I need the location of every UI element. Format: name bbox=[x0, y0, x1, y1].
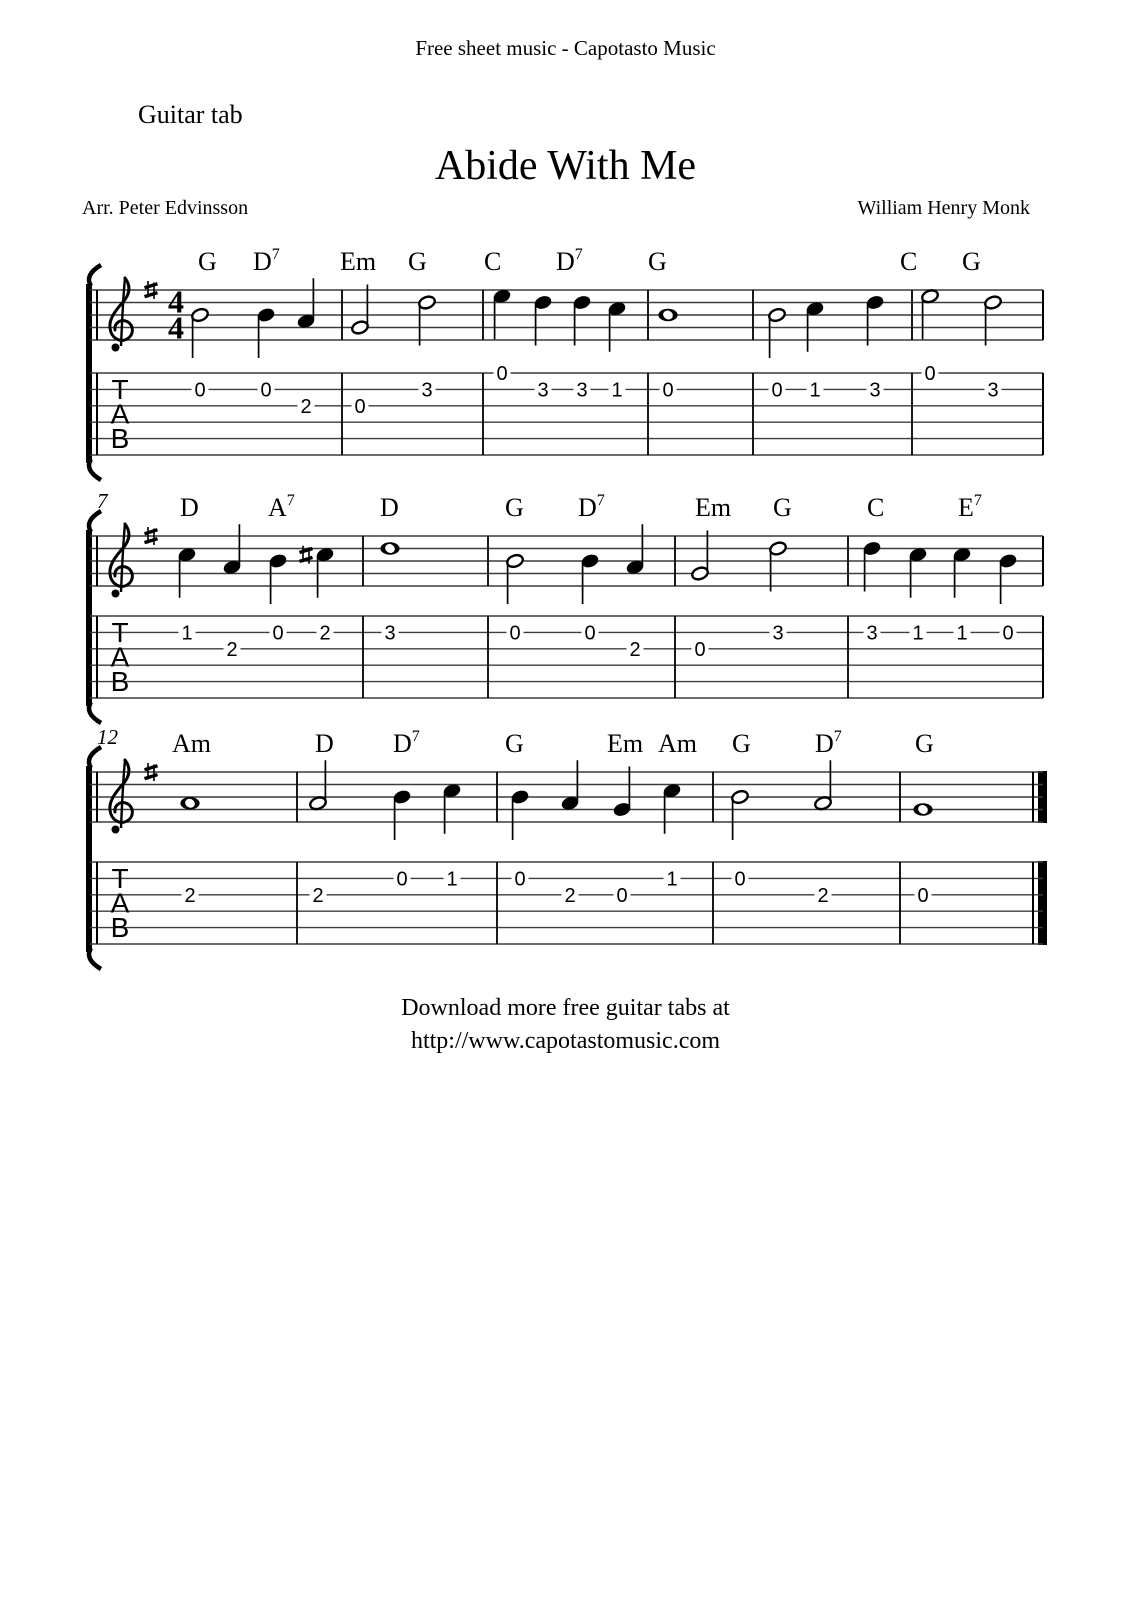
chord-label: $D^7$ bbox=[393, 728, 420, 758]
chord-label: $E^7$ bbox=[958, 492, 982, 522]
tab-fret-number: 3 bbox=[421, 379, 433, 402]
note bbox=[309, 760, 328, 904]
chord-label: $D^7$ bbox=[578, 492, 605, 522]
tab-fret-number: 0 bbox=[616, 884, 628, 907]
tab-fret-number: 1 bbox=[181, 622, 193, 645]
tab-fret-number: 0 bbox=[694, 638, 706, 661]
chord-label: G bbox=[773, 493, 792, 522]
tab-fret-number: 2 bbox=[312, 884, 324, 907]
tab-fret-number: 1 bbox=[611, 379, 623, 402]
tab-fret-number: 0 bbox=[1002, 622, 1014, 645]
system-bracket bbox=[86, 766, 92, 952]
chord-label: Am bbox=[172, 729, 211, 758]
chord-label: G bbox=[648, 247, 667, 276]
page-title: Abide With Me bbox=[434, 143, 697, 189]
chord-label: G bbox=[505, 493, 524, 522]
chord-label: G bbox=[915, 729, 934, 758]
clef-dot bbox=[112, 590, 120, 598]
tab-fret-number: 0 bbox=[514, 868, 526, 891]
footer-line-1: Download more free guitar tabs at bbox=[401, 995, 730, 1021]
tab-fret-number: 0 bbox=[734, 868, 746, 891]
time-signature-top: 4 bbox=[168, 283, 184, 320]
tab-letter: B bbox=[110, 423, 130, 454]
bracket-hook-top bbox=[89, 265, 101, 286]
tab-fret-number: 0 bbox=[662, 379, 674, 402]
tab-fret-number: 0 bbox=[496, 363, 508, 385]
music-system-3 bbox=[86, 747, 1047, 969]
tab-fret-number: 0 bbox=[917, 884, 929, 907]
tab-letter: A bbox=[110, 887, 130, 919]
tab-fret-number: 0 bbox=[260, 379, 272, 402]
bracket-hook-bottom bbox=[89, 702, 101, 723]
tab-fret-number: 0 bbox=[509, 622, 521, 645]
tab-fret-number: 1 bbox=[956, 622, 968, 645]
tab-fret-number: 3 bbox=[869, 379, 881, 402]
tab-fret-number: 2 bbox=[564, 884, 576, 907]
chord-label: D bbox=[380, 493, 399, 522]
chord-label: $A^7$ bbox=[268, 492, 295, 522]
tab-fret-number: 2 bbox=[817, 884, 829, 907]
tab-letter: B bbox=[110, 912, 130, 943]
tab-fret-number: 2 bbox=[226, 638, 238, 661]
tab-fret-number: 0 bbox=[924, 363, 936, 385]
chord-label: Em bbox=[607, 729, 644, 758]
chord-label: G bbox=[505, 729, 524, 758]
note bbox=[223, 524, 242, 658]
clef-dot bbox=[112, 826, 120, 834]
doc-type-label: Guitar tab bbox=[138, 100, 243, 129]
arranger-credit: Arr. Peter Edvinsson bbox=[82, 197, 249, 219]
tab-fret-number: 3 bbox=[384, 622, 396, 645]
tab-letter: T bbox=[111, 617, 129, 648]
tab-fret-number: 3 bbox=[772, 622, 784, 645]
clef-stem bbox=[121, 760, 125, 828]
chord-label: D bbox=[180, 493, 199, 522]
note bbox=[613, 767, 632, 904]
measure-number: 12 bbox=[97, 725, 118, 749]
tab-fret-number: 2 bbox=[319, 622, 331, 645]
clef-stem bbox=[121, 524, 125, 592]
bracket-hook-bottom bbox=[89, 948, 101, 969]
note bbox=[297, 278, 316, 415]
composer-credit: William Henry Monk bbox=[857, 197, 1030, 219]
chord-label: G bbox=[408, 247, 427, 276]
tab-fret-number: 0 bbox=[354, 395, 366, 418]
tab-fret-number: 1 bbox=[912, 622, 924, 645]
tab-fret-number: 0 bbox=[584, 622, 596, 645]
chord-label: C bbox=[867, 493, 885, 522]
tab-letter: T bbox=[111, 374, 129, 405]
note bbox=[814, 760, 833, 904]
tab-letter: T bbox=[111, 863, 129, 894]
chord-label: C bbox=[900, 247, 918, 276]
note bbox=[561, 760, 580, 904]
sharp-bar bbox=[145, 530, 158, 534]
chord-label: C bbox=[484, 247, 502, 276]
chord-label: G bbox=[198, 247, 217, 276]
bracket-hook-top bbox=[89, 747, 101, 768]
chord-label: D bbox=[315, 729, 334, 758]
tab-fret-number: 0 bbox=[272, 622, 284, 645]
sharp-bar bbox=[145, 766, 158, 770]
bracket-hook-bottom bbox=[89, 459, 101, 480]
tab-fret-number: 3 bbox=[537, 379, 549, 402]
chord-label: $D^7$ bbox=[253, 246, 280, 276]
final-barline-thick bbox=[1038, 861, 1047, 945]
tab-letter: A bbox=[110, 641, 130, 673]
tab-fret-number: 0 bbox=[194, 379, 206, 402]
chord-label: $D^7$ bbox=[556, 246, 583, 276]
measure-number: 7 bbox=[97, 489, 108, 513]
tab-fret-number: 0 bbox=[771, 379, 783, 402]
sharp-bar bbox=[145, 775, 158, 779]
tab-fret-number: 1 bbox=[446, 868, 458, 891]
tab-fret-number: 2 bbox=[629, 638, 641, 661]
tab-letter: A bbox=[110, 398, 130, 430]
sharp-bar bbox=[145, 293, 158, 297]
clef-dot bbox=[112, 344, 120, 352]
sharp-bar bbox=[145, 284, 158, 288]
clef-stem bbox=[121, 278, 125, 346]
time-signature-bottom: 4 bbox=[168, 309, 184, 346]
note bbox=[626, 524, 645, 658]
tab-fret-number: 1 bbox=[666, 868, 678, 891]
tab-fret-number: 2 bbox=[300, 395, 312, 418]
tab-letter: B bbox=[110, 666, 130, 697]
chord-label: G bbox=[732, 729, 751, 758]
tab-fret-number: 0 bbox=[396, 868, 408, 891]
tab-fret-number: 2 bbox=[184, 884, 196, 907]
chord-label: $D^7$ bbox=[815, 728, 842, 758]
tab-fret-number: 3 bbox=[987, 379, 999, 402]
footer-line-2: http://www.capotastomusic.com bbox=[410, 1028, 721, 1054]
chord-label: Am bbox=[658, 729, 697, 758]
chord-label: G bbox=[962, 247, 981, 276]
page-header-note: Free sheet music - Capotasto Music bbox=[415, 36, 716, 60]
sharp-bar bbox=[145, 539, 158, 543]
chord-label: Em bbox=[695, 493, 732, 522]
system-bracket bbox=[86, 530, 92, 706]
music-system-2 bbox=[86, 511, 101, 723]
tab-fret-number: 1 bbox=[809, 379, 821, 402]
chord-label: Em bbox=[340, 247, 377, 276]
tab-fret-number: 3 bbox=[576, 379, 588, 402]
tab-fret-number: 3 bbox=[866, 622, 878, 645]
bracket-hook-top bbox=[89, 511, 101, 532]
